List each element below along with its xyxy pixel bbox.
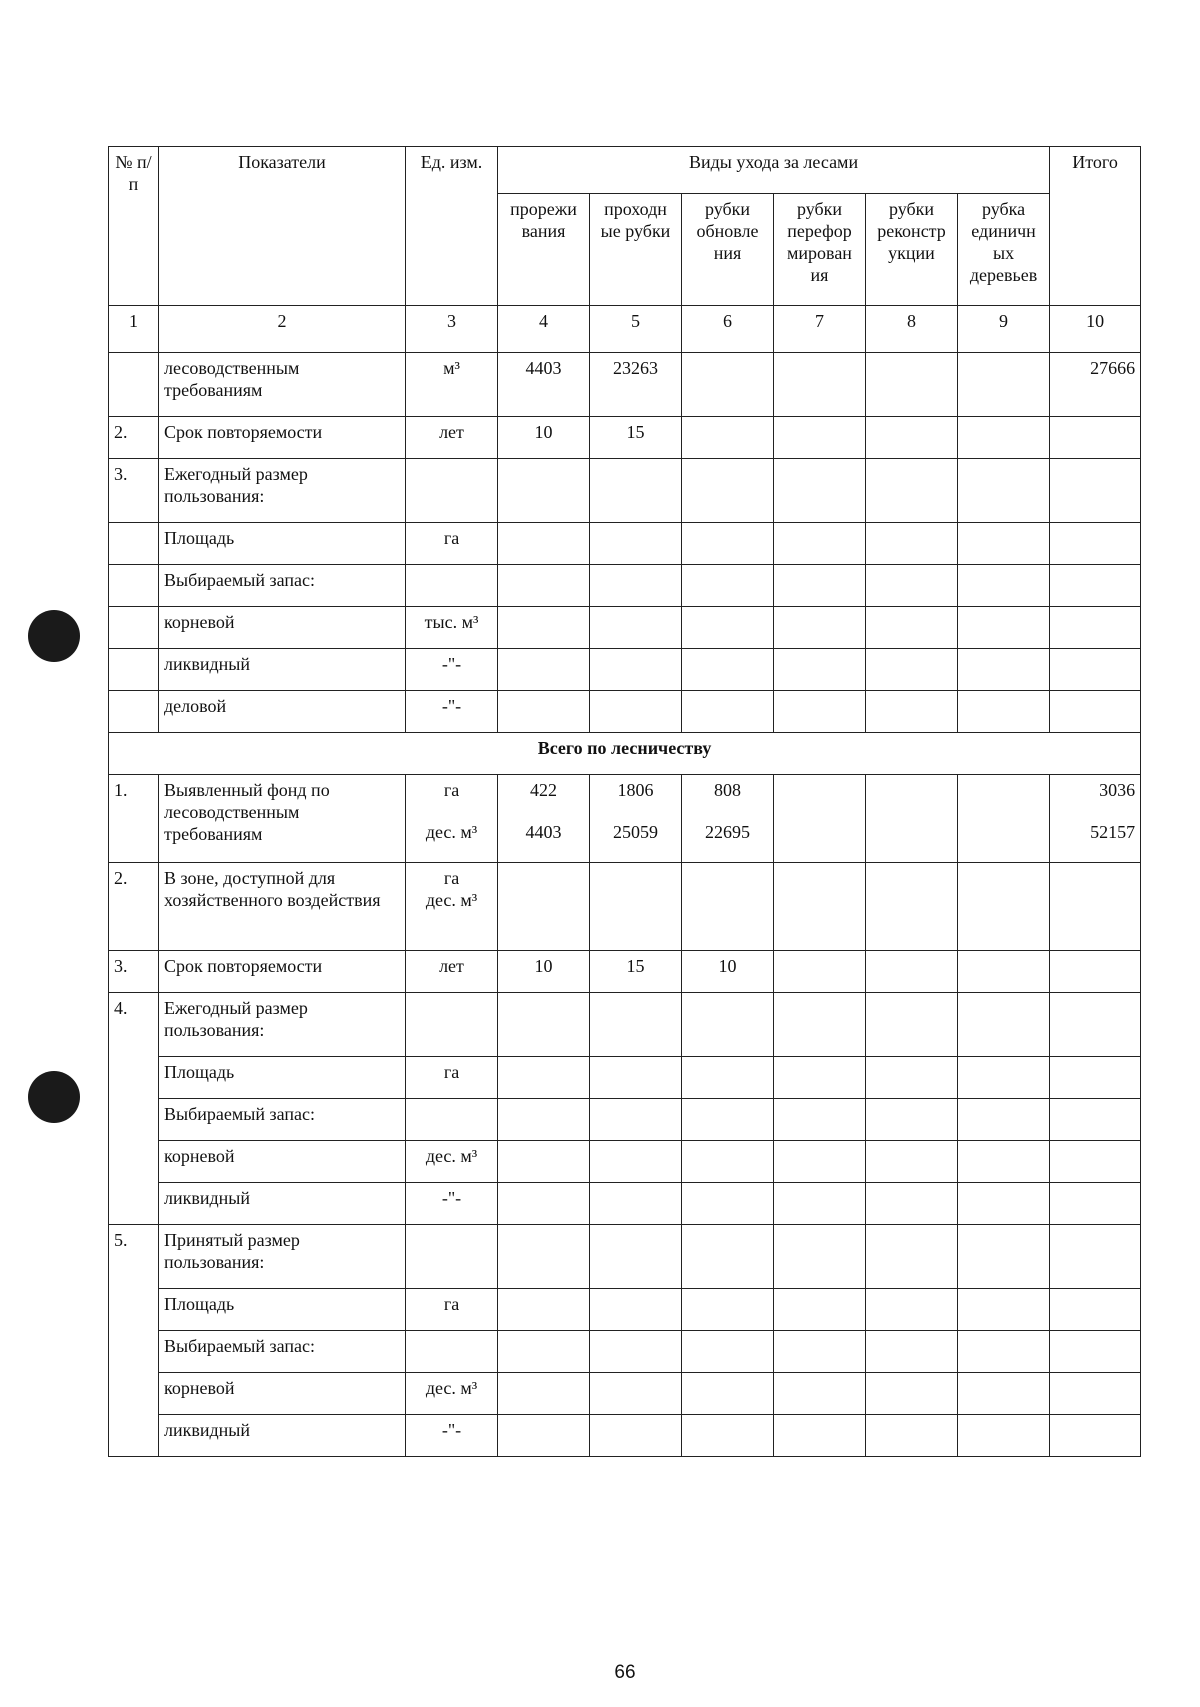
row-unit-primary: -"- bbox=[441, 1188, 462, 1208]
row-number bbox=[109, 691, 159, 733]
row-value bbox=[774, 1099, 866, 1141]
row-value bbox=[866, 1099, 958, 1141]
row-label: Выявленный фонд по лесоводственным требованиям bbox=[159, 775, 406, 863]
row-value bbox=[958, 523, 1050, 565]
row-value bbox=[774, 565, 866, 607]
row-unit-primary: га bbox=[443, 780, 460, 800]
row-value bbox=[866, 863, 958, 951]
column-number-7: 7 bbox=[774, 306, 866, 353]
row-unit: -"- bbox=[406, 649, 498, 691]
row-label: лесоводственным требованиям bbox=[159, 353, 406, 417]
table-row bbox=[109, 607, 1141, 649]
row-value-primary: 15 bbox=[626, 956, 645, 976]
row-label: деловой bbox=[159, 691, 406, 733]
row-value bbox=[866, 353, 958, 417]
row-value bbox=[774, 607, 866, 649]
row-value bbox=[682, 459, 774, 523]
row-total bbox=[1050, 523, 1141, 565]
row-total bbox=[1050, 1289, 1141, 1331]
row-number bbox=[109, 607, 159, 649]
row-total bbox=[1050, 863, 1141, 951]
row-value bbox=[774, 523, 866, 565]
row-unit bbox=[406, 565, 498, 607]
row-unit-primary: га bbox=[443, 868, 460, 888]
column-number-1: 1 bbox=[109, 306, 159, 353]
row-number bbox=[109, 565, 159, 607]
row-number bbox=[109, 649, 159, 691]
header-types-group: Виды ухода за лесами bbox=[498, 147, 1050, 194]
row-value bbox=[958, 691, 1050, 733]
table-row bbox=[109, 649, 1141, 691]
row-value: 10 bbox=[498, 417, 590, 459]
row-value bbox=[682, 649, 774, 691]
header-unit: Ед. изм. bbox=[406, 147, 498, 306]
row-unit: тыс. м³ bbox=[406, 607, 498, 649]
row-label: Площадь bbox=[159, 523, 406, 565]
row-value bbox=[682, 417, 774, 459]
row-value bbox=[958, 1057, 1050, 1099]
row-number bbox=[109, 523, 159, 565]
row-value bbox=[774, 691, 866, 733]
row-value bbox=[774, 1373, 866, 1415]
row-value bbox=[498, 1289, 590, 1331]
row-value: 15 bbox=[590, 417, 682, 459]
row-value bbox=[498, 691, 590, 733]
table-row bbox=[109, 1225, 1141, 1289]
row-total bbox=[1050, 607, 1141, 649]
row-value bbox=[498, 951, 590, 993]
row-value bbox=[682, 775, 774, 863]
row-unit-secondary: дес. м³ bbox=[425, 822, 478, 842]
row-unit bbox=[406, 1141, 498, 1183]
table-row bbox=[109, 691, 1141, 733]
table-row bbox=[109, 1415, 1141, 1457]
row-label: Срок повторяемости bbox=[159, 951, 406, 993]
row-total bbox=[1050, 1141, 1141, 1183]
row-value bbox=[498, 607, 590, 649]
column-number-9: 9 bbox=[958, 306, 1050, 353]
row-value bbox=[774, 1141, 866, 1183]
row-value bbox=[590, 775, 682, 863]
row-value bbox=[958, 417, 1050, 459]
row-value bbox=[682, 1225, 774, 1289]
row-total bbox=[1050, 1331, 1141, 1373]
row-value bbox=[498, 523, 590, 565]
row-value bbox=[498, 1057, 590, 1099]
row-value bbox=[866, 1415, 958, 1457]
row-value bbox=[866, 459, 958, 523]
row-value bbox=[958, 951, 1050, 993]
row-total bbox=[1050, 775, 1141, 863]
column-number-3: 3 bbox=[406, 306, 498, 353]
row-value bbox=[774, 459, 866, 523]
row-value bbox=[958, 863, 1050, 951]
row-unit bbox=[406, 1057, 498, 1099]
row-value bbox=[498, 1331, 590, 1373]
header-total: Итого bbox=[1050, 147, 1141, 306]
header-type-2: проходн ые рубки bbox=[590, 194, 682, 306]
row-value bbox=[590, 649, 682, 691]
row-value bbox=[774, 649, 866, 691]
row-unit bbox=[406, 1289, 498, 1331]
row-value-primary: 1806 bbox=[617, 780, 654, 800]
row-total bbox=[1050, 417, 1141, 459]
row-unit-secondary: дес. м³ bbox=[425, 890, 478, 910]
row-value-secondary: 4403 bbox=[525, 822, 562, 842]
row-value bbox=[498, 1415, 590, 1457]
row-value bbox=[590, 863, 682, 951]
row-value-primary: 808 bbox=[714, 780, 741, 800]
column-number-6: 6 bbox=[682, 306, 774, 353]
row-unit-primary: лет bbox=[439, 956, 464, 976]
row-total bbox=[1050, 691, 1141, 733]
row-unit-primary: -"- bbox=[441, 1420, 462, 1440]
row-number: 2. bbox=[109, 417, 159, 459]
table-row bbox=[109, 353, 1141, 417]
row-value bbox=[498, 1099, 590, 1141]
row-value bbox=[682, 1099, 774, 1141]
row-value bbox=[590, 691, 682, 733]
row-value-secondary: 22695 bbox=[705, 822, 750, 842]
row-label: корневой bbox=[159, 1373, 406, 1415]
row-value bbox=[774, 951, 866, 993]
row-value bbox=[682, 1289, 774, 1331]
row-value bbox=[774, 1057, 866, 1099]
row-value bbox=[774, 1415, 866, 1457]
row-value bbox=[958, 607, 1050, 649]
row-value bbox=[866, 649, 958, 691]
column-number-8: 8 bbox=[866, 306, 958, 353]
row-label: Ежегодный размер пользования: bbox=[159, 993, 406, 1057]
row-number bbox=[109, 353, 159, 417]
row-value bbox=[958, 353, 1050, 417]
page-number: 66 bbox=[614, 1662, 636, 1683]
row-label: Принятый размер пользования: bbox=[159, 1225, 406, 1289]
row-unit bbox=[406, 1099, 498, 1141]
row-unit: м³ bbox=[406, 353, 498, 417]
row-value bbox=[498, 1141, 590, 1183]
column-number-2: 2 bbox=[159, 306, 406, 353]
row-unit bbox=[406, 1415, 498, 1457]
row-unit: га bbox=[406, 523, 498, 565]
row-total bbox=[1050, 459, 1141, 523]
table-row bbox=[109, 565, 1141, 607]
row-number: 4. bbox=[109, 993, 159, 1225]
table-row bbox=[109, 1289, 1141, 1331]
row-value bbox=[958, 649, 1050, 691]
row-value bbox=[958, 1373, 1050, 1415]
row-value bbox=[866, 417, 958, 459]
row-label: Выбираемый запас: bbox=[159, 565, 406, 607]
row-value bbox=[774, 1289, 866, 1331]
row-value bbox=[590, 565, 682, 607]
row-value bbox=[774, 1183, 866, 1225]
table-row bbox=[109, 1141, 1141, 1183]
row-label: Площадь bbox=[159, 1057, 406, 1099]
row-value bbox=[866, 1225, 958, 1289]
row-label: В зоне, доступной для хозяйственного воздействия bbox=[159, 863, 406, 951]
row-value bbox=[958, 1141, 1050, 1183]
row-value bbox=[590, 1183, 682, 1225]
row-value bbox=[958, 1331, 1050, 1373]
header-num: № п/п bbox=[109, 147, 159, 306]
row-value bbox=[498, 863, 590, 951]
row-unit bbox=[406, 459, 498, 523]
row-unit-primary: га bbox=[443, 1294, 460, 1314]
row-value bbox=[866, 1373, 958, 1415]
row-unit bbox=[406, 1225, 498, 1289]
row-value bbox=[866, 691, 958, 733]
row-value bbox=[866, 1331, 958, 1373]
table-row bbox=[109, 523, 1141, 565]
row-value bbox=[590, 1057, 682, 1099]
row-value bbox=[774, 1225, 866, 1289]
column-number-5: 5 bbox=[590, 306, 682, 353]
row-label: Площадь bbox=[159, 1289, 406, 1331]
row-value bbox=[866, 1057, 958, 1099]
row-unit-primary: га bbox=[443, 1062, 460, 1082]
row-value bbox=[682, 1057, 774, 1099]
row-value bbox=[774, 1331, 866, 1373]
row-value bbox=[498, 1183, 590, 1225]
row-value bbox=[866, 1289, 958, 1331]
header-type-4: рубки перефор мирован ия bbox=[774, 194, 866, 306]
row-label: Выбираемый запас: bbox=[159, 1099, 406, 1141]
header-type-3: рубки обновле ния bbox=[682, 194, 774, 306]
row-value bbox=[498, 459, 590, 523]
row-value bbox=[866, 565, 958, 607]
header-type-6: рубка единичн ых деревьев bbox=[958, 194, 1050, 306]
row-value bbox=[682, 863, 774, 951]
section-title: Всего по лесничеству bbox=[109, 733, 1141, 775]
row-value bbox=[498, 1373, 590, 1415]
row-value bbox=[590, 1099, 682, 1141]
row-value bbox=[590, 951, 682, 993]
row-value bbox=[682, 1373, 774, 1415]
row-number: 3. bbox=[109, 459, 159, 523]
row-value bbox=[866, 993, 958, 1057]
row-number: 1. bbox=[109, 775, 159, 863]
row-label: ликвидный bbox=[159, 649, 406, 691]
row-value bbox=[958, 459, 1050, 523]
row-total bbox=[1050, 1225, 1141, 1289]
table-row bbox=[109, 1057, 1141, 1099]
table-row bbox=[109, 417, 1141, 459]
row-value bbox=[682, 353, 774, 417]
row-value bbox=[590, 1225, 682, 1289]
row-unit bbox=[406, 951, 498, 993]
row-label: ликвидный bbox=[159, 1415, 406, 1457]
row-value: 23263 bbox=[590, 353, 682, 417]
row-total bbox=[1050, 951, 1141, 993]
row-total bbox=[1050, 993, 1141, 1057]
row-value bbox=[958, 1225, 1050, 1289]
column-number-10: 10 bbox=[1050, 306, 1141, 353]
table-row bbox=[109, 775, 1141, 863]
row-value bbox=[958, 1289, 1050, 1331]
row-value bbox=[774, 993, 866, 1057]
row-number: 2. bbox=[109, 863, 159, 951]
row-value bbox=[774, 775, 866, 863]
row-total bbox=[1050, 1415, 1141, 1457]
row-value bbox=[682, 993, 774, 1057]
row-value bbox=[958, 993, 1050, 1057]
row-value bbox=[590, 993, 682, 1057]
row-value-secondary: 25059 bbox=[613, 822, 658, 842]
row-value: 4403 bbox=[498, 353, 590, 417]
row-value-primary: 422 bbox=[530, 780, 557, 800]
row-total-primary: 3036 bbox=[1099, 780, 1136, 800]
row-unit bbox=[406, 1183, 498, 1225]
row-value bbox=[590, 1373, 682, 1415]
row-unit bbox=[406, 775, 498, 863]
row-value bbox=[498, 565, 590, 607]
row-label: ликвидный bbox=[159, 1183, 406, 1225]
row-label: Выбираемый запас: bbox=[159, 1331, 406, 1373]
row-value bbox=[866, 1183, 958, 1225]
row-value-primary: 10 bbox=[534, 956, 553, 976]
table-row bbox=[109, 1331, 1141, 1373]
row-total bbox=[1050, 1057, 1141, 1099]
row-value bbox=[682, 1183, 774, 1225]
row-total bbox=[1050, 649, 1141, 691]
row-value bbox=[498, 775, 590, 863]
row-label: корневой bbox=[159, 607, 406, 649]
row-unit-primary: дес. м³ bbox=[425, 1146, 478, 1166]
row-value bbox=[590, 523, 682, 565]
row-unit: -"- bbox=[406, 691, 498, 733]
table-row bbox=[109, 1099, 1141, 1141]
table-row bbox=[109, 1373, 1141, 1415]
row-total bbox=[1050, 1373, 1141, 1415]
row-value bbox=[682, 523, 774, 565]
table-row bbox=[109, 993, 1141, 1057]
row-unit: лет bbox=[406, 417, 498, 459]
row-value bbox=[498, 649, 590, 691]
row-total bbox=[1050, 1183, 1141, 1225]
row-value bbox=[958, 1415, 1050, 1457]
row-value bbox=[958, 1099, 1050, 1141]
row-total bbox=[1050, 1099, 1141, 1141]
row-value bbox=[590, 459, 682, 523]
row-label: Ежегодный размер пользования: bbox=[159, 459, 406, 523]
header-indicators: Показатели bbox=[159, 147, 406, 306]
row-value bbox=[774, 863, 866, 951]
punch-hole-mark bbox=[28, 1071, 80, 1123]
row-value bbox=[774, 353, 866, 417]
row-label: Срок повторяемости bbox=[159, 417, 406, 459]
row-value bbox=[866, 775, 958, 863]
row-total: 27666 bbox=[1050, 353, 1141, 417]
row-number: 3. bbox=[109, 951, 159, 993]
row-value bbox=[774, 417, 866, 459]
table-row bbox=[109, 863, 1141, 951]
row-label: корневой bbox=[159, 1141, 406, 1183]
row-value bbox=[682, 691, 774, 733]
row-unit bbox=[406, 863, 498, 951]
row-total bbox=[1050, 565, 1141, 607]
row-value bbox=[682, 951, 774, 993]
row-unit-primary: дес. м³ bbox=[425, 1378, 478, 1398]
row-value bbox=[682, 565, 774, 607]
row-value bbox=[958, 565, 1050, 607]
row-unit bbox=[406, 1331, 498, 1373]
row-value bbox=[498, 993, 590, 1057]
row-value bbox=[682, 1415, 774, 1457]
forest-care-table bbox=[108, 146, 1141, 1457]
table-row bbox=[109, 459, 1141, 523]
row-value bbox=[590, 1331, 682, 1373]
row-value bbox=[590, 1141, 682, 1183]
row-value bbox=[958, 775, 1050, 863]
punch-hole-mark bbox=[28, 610, 80, 662]
row-value bbox=[866, 1141, 958, 1183]
row-unit bbox=[406, 1373, 498, 1415]
row-value bbox=[866, 951, 958, 993]
row-unit bbox=[406, 993, 498, 1057]
row-value bbox=[958, 1183, 1050, 1225]
row-value bbox=[498, 1225, 590, 1289]
row-value-primary: 10 bbox=[718, 956, 737, 976]
column-number-4: 4 bbox=[498, 306, 590, 353]
row-value bbox=[590, 607, 682, 649]
row-value bbox=[682, 1331, 774, 1373]
row-value bbox=[866, 607, 958, 649]
row-value bbox=[590, 1415, 682, 1457]
row-total-secondary: 52157 bbox=[1090, 822, 1136, 842]
row-value bbox=[682, 1141, 774, 1183]
row-number: 5. bbox=[109, 1225, 159, 1457]
header-type-5: рубки реконстр укции bbox=[866, 194, 958, 306]
header-type-1: прорежи вания bbox=[498, 194, 590, 306]
table-row bbox=[109, 1183, 1141, 1225]
row-value bbox=[866, 523, 958, 565]
table-row bbox=[109, 951, 1141, 993]
row-value bbox=[590, 1289, 682, 1331]
row-value bbox=[682, 607, 774, 649]
